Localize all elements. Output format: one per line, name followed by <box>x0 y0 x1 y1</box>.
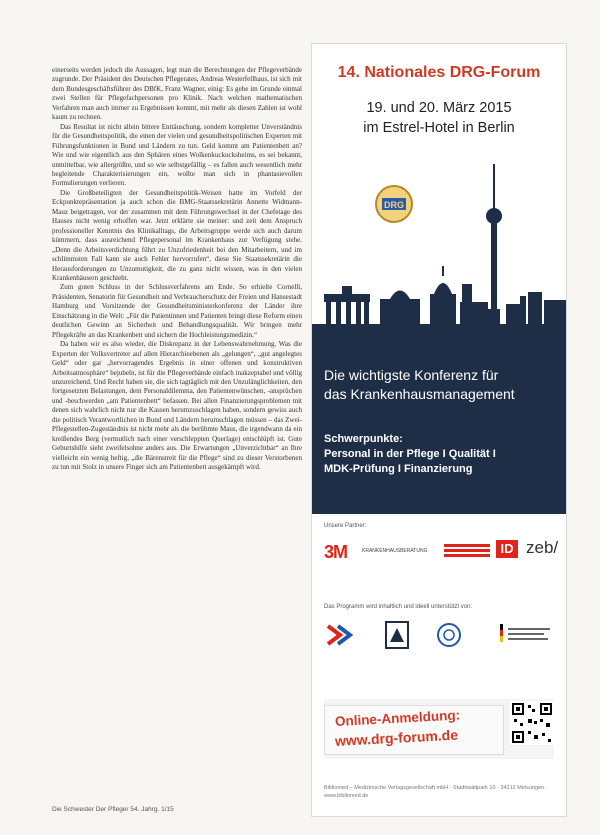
page-footer: Die Schwester Der Pfleger 54. Jahrg. 1/15 <box>52 806 174 813</box>
article-paragraph: Zum guten Schluss in der Schlussverfahrens am Ende. So erhielte Cornelli, Präsidenten, Senatorin für Gesundheit und Verbraucherschutz der Freien und Hansestadt Hamburg und Vorsitzende der Gesundheitsministerkonferenz der Länder ihre Einschätzung in die Welt: „Für die Patientinnen und Patienten bringt diese Reform einen deutlichen Gewinn an Sicherheit und Behandlungsqualität. Wir bringen mehr Pflegekräfte an das Krankenbett und sichern die Hochleistungsmedizin.“ <box>52 283 302 339</box>
registration-card <box>324 705 504 755</box>
drg-logo-icon <box>374 184 414 224</box>
supporter-logos <box>324 616 556 652</box>
article-paragraph: Die Großbeteiligten der Gesundheitspolitik-Weisen hatte im Vorfeld der Eckpunktepräsentation ja auch schon die BMG-Staatssekretärin Annette Widmann-Mauz beigetragen, vor der zusammen mit dem Führungswechsel in der Chefetage des Hauses nicht wenig erhoffen war. Jetzt erklärte sie meiner: und zeit dem Anspruch professioneller Kenntnis des Klinikalltags, die Arbeitsgruppe werde sich auch darum kümmern, dass ausreichend Pflegepersonal im Krankenhaus zur Verfügung stehe. „Denn die Arbeitsverdichtung führt zu Unzufriedenheit bei den Mitarbeitern, und im schlimmsten Fall kann sie auch Fehler hervorrufen“, diese Sie Staatssekretärin die Herausforderungen zu Unzumutigkeit, die zu ganz nicht wissen, was in den vielen Krankenhäusern geschieht. <box>52 188 302 282</box>
support-label: Das Programm wird inhaltlich und ideell unterstützt von: <box>324 604 473 610</box>
focus-line: MDK-Prüfung I Finanzierung <box>324 463 473 475</box>
registration-label: Online-Anmeldung: <box>334 707 461 729</box>
ad-imprint: Bibliomed – Medizinische Verlagsgesellschaft mbH · Stadtwaldpark 10 · 34212 Melsungen · www.bibliomed.de <box>324 785 548 799</box>
partner-id-logo: ID <box>496 540 518 558</box>
ad-title: 14. Nationales DRG-Forum <box>337 64 541 81</box>
article-paragraph: Das Resultat ist nicht allein bittere Enttäuschung, sondern kompletter Unverständnis für die Gesundheitspolitik, die einen der vielen und gesundheitspolitischen Experten mit Führungsfunktionen in Bund und Ländern zu tun. Geld kommt am Patientenbett an? Wie und wie eigentlich aus den Sphären eines Wolkenkuckucksheims, es sei bekannt, unmittelbar, wie allergrößte, und so wie selbstgefällig – es fallen auch wesentlich mehr begleitende Charakterisierungen ein, wollte man sich in phantasievollen Formulierungen verlieren. <box>52 122 302 188</box>
partner-3m-logo: 3M <box>324 542 348 562</box>
online-registration-banner <box>324 699 554 759</box>
article-paragraph: Da haben wir es also wieder, die Diskrepanz in der Lebenswahrnehmung. Was die Experten der Volksvertreter auf allen Hierarchieebenen als „gelungen“, „gut angelegtes Geld“ oder gar „hervorragendes Ergebnis in einer offenen und konstruktiven Arbeitsatmosphäre“ bejubeln, ist für die Pflegeverbände einfach inakzeptabel und völlig unzureichend. Und Recht haben sie, die sich tagtäglich mit den Unzulänglichkeiten, den fortgesetzten Belastungen, dem Personaldilemma, den Patientenwünschen, -ansprüchen und -beschwerden „am Patientenbett“ befassen. Bei allen Finanzierungsproblemen mit denen sich wahrlich nicht nur die Kassen herumzuschlagen haben, sondern gewiss auch die politisch Verantwortlichen in Bund und Ländern herumschlagen müssen – das Zwei-Pflegestellen-Zugeständnis ist nicht mehr als die berühmte Maus, die irgendwann da ein kreißendes Berg (vermutlich nach einer verschleppten Querlage) entschlüpft ist. Gute Geburtshilfe sieht zweifelsohne anders aus. Die Erwartungen „Unverzichtbar“ an Ihre vielleicht ein wenig heftig, „die Bärenstreit für die Pflege“ sind zu dieser Verstorbenen zu tun mit Stolz in unsere Finger sich am Patientenbett ausgekämpft wird. <box>52 340 302 472</box>
dkg-logo-icon <box>384 620 410 650</box>
gkv-logo-icon <box>324 622 354 648</box>
berlin-skyline-illustration <box>312 154 566 344</box>
federal-logo-icon <box>500 622 554 648</box>
ad-venue-line: im Estrel-Hotel in Berlin <box>363 120 515 136</box>
registration-url[interactable]: www.drg-forum.de <box>334 726 459 749</box>
partner-stripes-logo <box>444 542 492 560</box>
focus-heading: Schwerpunkte: <box>324 433 403 445</box>
association-emblem-icon <box>436 620 462 650</box>
ad-date <box>312 98 566 138</box>
conference-headline <box>324 366 556 404</box>
conference-info-panel <box>312 344 566 514</box>
focus-topics <box>324 432 556 477</box>
partner-zeb-logo: zeb/ <box>526 538 559 557</box>
partner-consulting-logo: KRANKENHAUSBERATUNG <box>362 548 428 554</box>
headline-line: Die wichtigste Konferenz für <box>324 367 499 383</box>
qr-code-icon[interactable] <box>510 701 554 745</box>
article-paragraph: einerseits werden jedoch die Aussagen, legt man die Berechnungen der Pflegeverbände zugrunde. Der Präsident des Deutschen Pflegerates, Andreas Westerfellhaus, ist sich mit dem Bundesgeschäftsführer des DBfK, Franz Wagner, einig: Es gebe im Grunde einmal zwei Stellen für Pflegefachpersonen pro Klinik. Nach welchen mathematischen Verfahren man auch immer zu Ergebnissen kommt, mit mehr als diesen Zahlen ist wohl kaum zu rechnen. <box>52 66 302 122</box>
headline-line: das Krankenhausmanagement <box>324 386 515 402</box>
partners-label: Unsere Partner: <box>324 523 367 529</box>
article-column <box>52 66 302 472</box>
focus-line: Personal in der Pflege I Qualität I <box>324 448 496 460</box>
ad-date-line: 19. und 20. März 2015 <box>366 100 512 116</box>
partner-logos <box>324 538 559 562</box>
drg-logo-text: DRG <box>384 200 404 210</box>
drg-forum-advert <box>311 43 567 817</box>
